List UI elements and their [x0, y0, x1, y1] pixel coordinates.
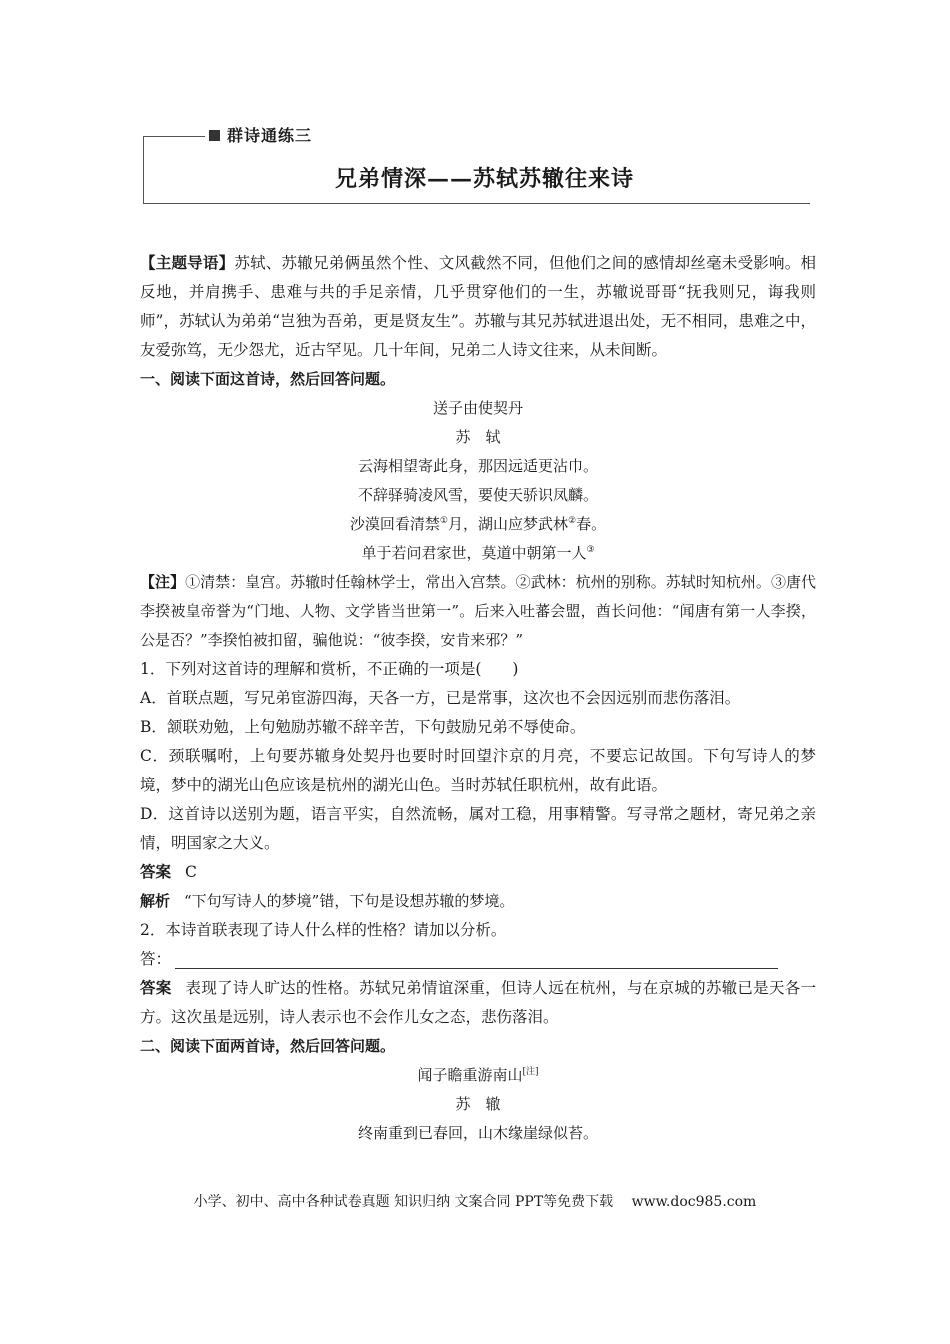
- intro-label: 【主题导语】: [140, 254, 235, 272]
- answer-input-line[interactable]: [175, 952, 778, 969]
- answer-1: [140, 858, 816, 887]
- poem2-author: 苏 辙: [455, 1095, 501, 1113]
- option-a: A．首联点题，写兄弟宦游四海，天各一方，已是常事，这次也不会因远别而悲伤落泪。: [140, 689, 741, 707]
- note-ref-3: ③: [586, 545, 595, 555]
- poem1-line-4: 单于若问君家世，莫道中朝第一人③: [361, 544, 595, 562]
- page-title: 兄弟情深——苏轼苏辙往来诗: [335, 166, 635, 192]
- note-text: ①清禁：皇宫。苏辙时任翰林学士，常出入宫禁。②武林：杭州的别称。苏轼时知杭州。③唐代李揆被皇帝誉为“门地、人物、文学皆当世第一”。后来入吐蕃会盟，酋长问他：“闻唐有第一人李揆，公是否？”李揆怕被扣留，骗他说：“彼李揆，安肯来邪？”: [140, 573, 816, 649]
- intro-text: 苏轼、苏辙兄弟俩虽然个性、文风截然不同，但他们之间的感情却丝毫未受影响。相反地，并肩携手、患难与共的手足亲情，几乎贯穿他们的一生，苏辙说哥哥“抚我则兄，诲我则师”，苏轼认为弟弟“岂独为吾弟，更是贤友生”。苏辙与其兄苏轼进退出处，无不相同，患难之中，友爱弥笃，无少怨尤，近古罕见。几十年间，兄弟二人诗文往来，从未间断。: [140, 254, 816, 359]
- answer-prompt: 答：: [140, 950, 172, 968]
- note-label: 【注】: [140, 573, 186, 591]
- analysis-1-text: “下句写诗人的梦境”错，下句是设想苏辙的梦境。: [184, 892, 515, 910]
- page-footer: 小学、初中、高中各种试卷真题 知识归纳 文案合同 PPT等免费下载 www.doc985.com: [193, 1194, 757, 1210]
- note-ref-2: ②: [568, 516, 577, 526]
- poem2-line-1: 终南重到已春回，山木缘崖绿似苔。: [357, 1124, 598, 1142]
- square-bullet-icon: [209, 130, 220, 141]
- question-2: 2．本诗首联表现了诗人什么样的性格？请加以分析。: [140, 921, 507, 939]
- poem1-line-3: 沙漠回看清禁①月，湖山应梦武林②春。: [349, 515, 607, 533]
- answer-label: 答案: [140, 863, 172, 881]
- document-body: [140, 249, 816, 1148]
- answer-blank: [140, 945, 816, 974]
- poem1-notes: [140, 568, 816, 655]
- question-1: 1．下列对这首诗的理解和赏析，不正确的一项是( ): [140, 660, 519, 678]
- poem1-author: 苏 轼: [455, 428, 501, 446]
- note-ref-1: ①: [439, 516, 448, 526]
- answer-2-label: 答案: [140, 979, 172, 997]
- answer-1-value: C: [185, 863, 197, 881]
- poem1-line-2: 不辞驿骑凌风雪，要使天骄识凤麟。: [357, 486, 598, 504]
- header-rule-top: [143, 136, 205, 137]
- header-rule-left: [143, 136, 144, 204]
- analysis-1: [140, 887, 816, 916]
- header-rule-bottom: [143, 203, 810, 204]
- intro-paragraph: [140, 249, 816, 365]
- option-d: D．这首诗以送别为题，语言平实，自然流畅，属对工稳，用事精警。写寻常之题材，寄兄弟之亲情，明国家之大义。: [140, 805, 816, 852]
- answer-2: [140, 974, 816, 1032]
- section2-heading: 二、阅读下面两首诗，然后回答问题。: [140, 1037, 396, 1055]
- section-header: [143, 126, 810, 204]
- poem1-line-1: 云海相望寄此身，那因远适更沾巾。: [357, 457, 598, 475]
- answer-2-text: 表现了诗人旷达的性格。苏轼兄弟情谊深重，但诗人远在杭州，与在京城的苏辙已是天各一方。这次虽是远别，诗人表示也不会作儿女之态，悲伤落泪。: [140, 979, 816, 1026]
- analysis-label: 解析: [140, 892, 171, 910]
- poem1-title: 送子由使契丹: [432, 399, 523, 417]
- section1-heading: 一、阅读下面这首诗，然后回答问题。: [140, 370, 396, 388]
- option-c: C．颈联嘱咐，上句要苏辙身处契丹也要时时回望汴京的月亮，不要忘记故国。下句写诗人的梦境，梦中的湖光山色应该是杭州的湖光山色。当时苏轼任职杭州，故有此语。: [140, 747, 816, 794]
- poem2-note-mark: [注]: [522, 1067, 539, 1077]
- series-label: 群诗通练三: [227, 126, 313, 145]
- poem2-title: 闻子瞻重游南山[注]: [417, 1066, 539, 1084]
- option-b: B．颔联劝勉，上句勉励苏辙不辞辛苦，下句鼓励兄弟不辱使命。: [140, 718, 586, 736]
